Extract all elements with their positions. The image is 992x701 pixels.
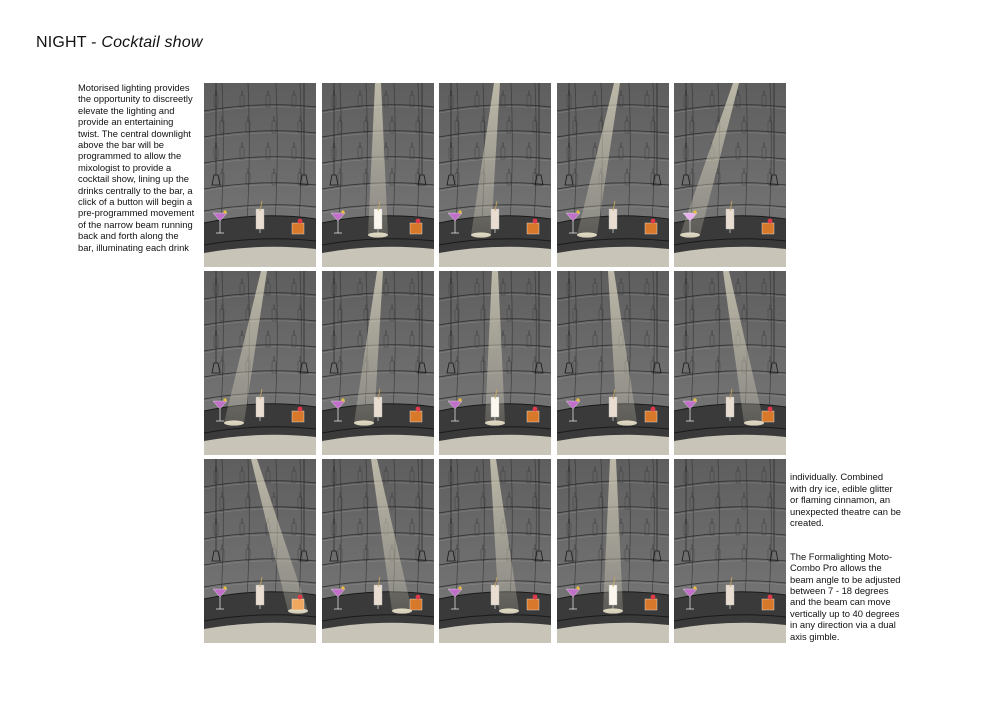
bar-illustration (557, 83, 669, 267)
bar-illustration (674, 271, 786, 455)
bar-illustration (674, 459, 786, 643)
storyboard-panel (204, 83, 316, 267)
description-right (790, 460, 910, 654)
storyboard-panel (439, 459, 551, 643)
storyboard-panel (322, 271, 434, 455)
storyboard-panel (322, 83, 434, 267)
bar-illustration (322, 271, 434, 455)
storyboard-panel (204, 271, 316, 455)
storyboard-panel (674, 83, 786, 267)
description-right-para1: individually. Combined with dry ice, edible glitter or flaming cinnamon, an unexpected theatre can be created. (790, 471, 902, 529)
bar-illustration (674, 83, 786, 267)
storyboard-grid (204, 83, 786, 645)
bar-illustration (557, 271, 669, 455)
bar-illustration (557, 459, 669, 643)
storyboard-panel (557, 271, 669, 455)
storyboard-panel (322, 459, 434, 643)
bar-illustration (439, 459, 551, 643)
bar-illustration (204, 271, 316, 455)
bar-illustration (322, 83, 434, 267)
description-left: Motorised lighting provides the opportunity to discreetly elevate the lighting and provide an entertaining twist. The central downlight above the bar will be programmed to allow the mixologist to provide a cocktail show, lining up the drinks centrally to the bar, a click of a button will begin a pre-programmed movement of the narrow beam running back and forth along the bar, illuminating each drink (78, 82, 195, 253)
page-title (36, 34, 203, 52)
bar-illustration (322, 459, 434, 643)
bar-illustration (439, 271, 551, 455)
storyboard-panel (557, 83, 669, 267)
description-right-para2: The Formalighting Moto- Combo Pro allows the beam angle to be adjusted between 7 - 18 degrees and the beam can move vertically up to 40 degrees in any direction via a dual axis gimble. (790, 550, 901, 642)
storyboard-panel (674, 271, 786, 455)
storyboard-panel (557, 459, 669, 643)
title-italic: Cocktail show (101, 34, 203, 51)
title-main: NIGHT - (36, 34, 102, 51)
storyboard-panel (204, 459, 316, 643)
storyboard-panel (439, 83, 551, 267)
storyboard-panel (674, 459, 786, 643)
bar-illustration (204, 459, 316, 643)
bar-illustration (204, 83, 316, 267)
storyboard-panel (439, 271, 551, 455)
bar-illustration (439, 83, 551, 267)
